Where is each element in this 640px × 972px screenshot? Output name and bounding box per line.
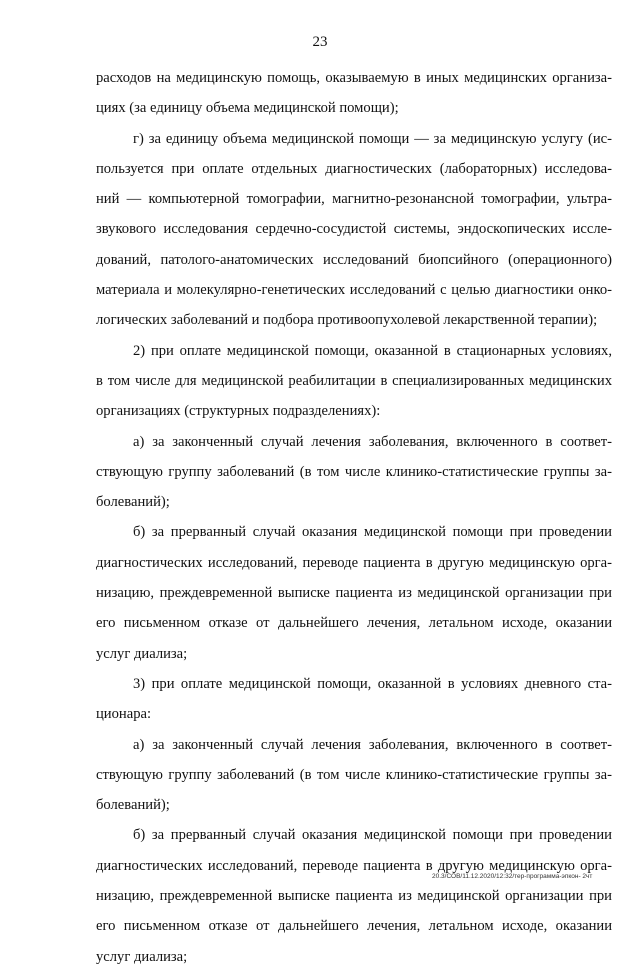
paragraph-item-2a bbox=[96, 427, 612, 518]
text-line: 2) при оплате медицинской помощи, оказанной в стационарных условиях, bbox=[133, 342, 612, 359]
text-line: в том числе для медицинской реабилитации в специализированных медицинских bbox=[96, 372, 612, 389]
text-line: услуг диализа; bbox=[96, 948, 188, 965]
paragraph-item-2b bbox=[96, 517, 612, 668]
text-line: б) за прерванный случай оказания медицинской помощи при проведении bbox=[133, 524, 612, 541]
text-line: логических заболеваний и подбора противоопухолевой лекарственной терапии); bbox=[96, 312, 598, 329]
text-line: болеваний); bbox=[96, 494, 170, 511]
text-line: ствующую группу заболеваний (в том числе клинико-статистические группы за- bbox=[96, 766, 612, 783]
text-line: б) за прерванный случай оказания медицинской помощи при проведении bbox=[133, 827, 612, 844]
text-line: материала и молекулярно-генетических исследований с целью диагностики онко- bbox=[96, 282, 612, 299]
footer-document-code: 20.3/СОВ/11.12.2020/12:32/тер-программа-эпкон- 2чт bbox=[432, 873, 593, 880]
text-line: диагностических исследований, переводе пациента в другую медицинскую орга- bbox=[96, 857, 612, 874]
paragraph-item-g bbox=[96, 124, 612, 336]
text-line: ствующую группу заболеваний (в том числе клинико-статистические группы за- bbox=[96, 463, 612, 480]
text-line: ционара: bbox=[96, 706, 152, 723]
text-line: дований, патолого-анатомических исследований биопсийного (операционного) bbox=[96, 251, 612, 268]
text-line: а) за законченный случай лечения заболевания, включенного в соответ- bbox=[133, 433, 612, 450]
paragraph-item-3b bbox=[96, 820, 612, 971]
text-line: услуг диализа; bbox=[96, 645, 188, 662]
document-body bbox=[96, 63, 612, 972]
text-line: расходов на медицинскую помощь, оказываемую в иных медицинских организа- bbox=[96, 70, 612, 86]
text-line: ний — компьютерной томографии, магнитно-резонансной томографии, ультра- bbox=[96, 191, 612, 208]
text-line: а) за законченный случай лечения заболевания, включенного в соответ- bbox=[133, 736, 612, 753]
text-line: низацию, преждевременной выписке пациента из медицинской организации при bbox=[96, 585, 612, 602]
text-line: звукового исследования сердечно-сосудистой системы, эндоскопических иссле- bbox=[96, 221, 612, 238]
paragraph-item-3 bbox=[96, 669, 612, 730]
text-line: г) за единицу объема медицинской помощи — за медицинскую услугу (ис- bbox=[133, 130, 612, 147]
paragraph-item-2 bbox=[96, 336, 612, 427]
text-line: 3) при оплате медицинской помощи, оказанной в условиях дневного ста- bbox=[133, 675, 612, 692]
text-line: пользуется при оплате отдельных диагностических (лабораторных) исследова- bbox=[96, 160, 612, 177]
paragraph-0 bbox=[96, 63, 612, 124]
page-number: 23 bbox=[312, 34, 328, 50]
text-line: его письменном отказе от дальнейшего лечения, летальном исходе, оказании bbox=[96, 615, 612, 632]
paragraph-item-3a bbox=[96, 730, 612, 821]
text-line: диагностических исследований, переводе пациента в другую медицинскую орга- bbox=[96, 554, 612, 571]
text-line: циях (за единицу объема медицинской помощи); bbox=[96, 100, 399, 117]
text-line: болеваний); bbox=[96, 797, 170, 814]
text-line: низацию, преждевременной выписке пациента из медицинской организации при bbox=[96, 888, 612, 905]
text-line: его письменном отказе от дальнейшего лечения, летальном исходе, оказании bbox=[96, 918, 612, 935]
text-line: организациях (структурных подразделениях): bbox=[96, 403, 381, 420]
